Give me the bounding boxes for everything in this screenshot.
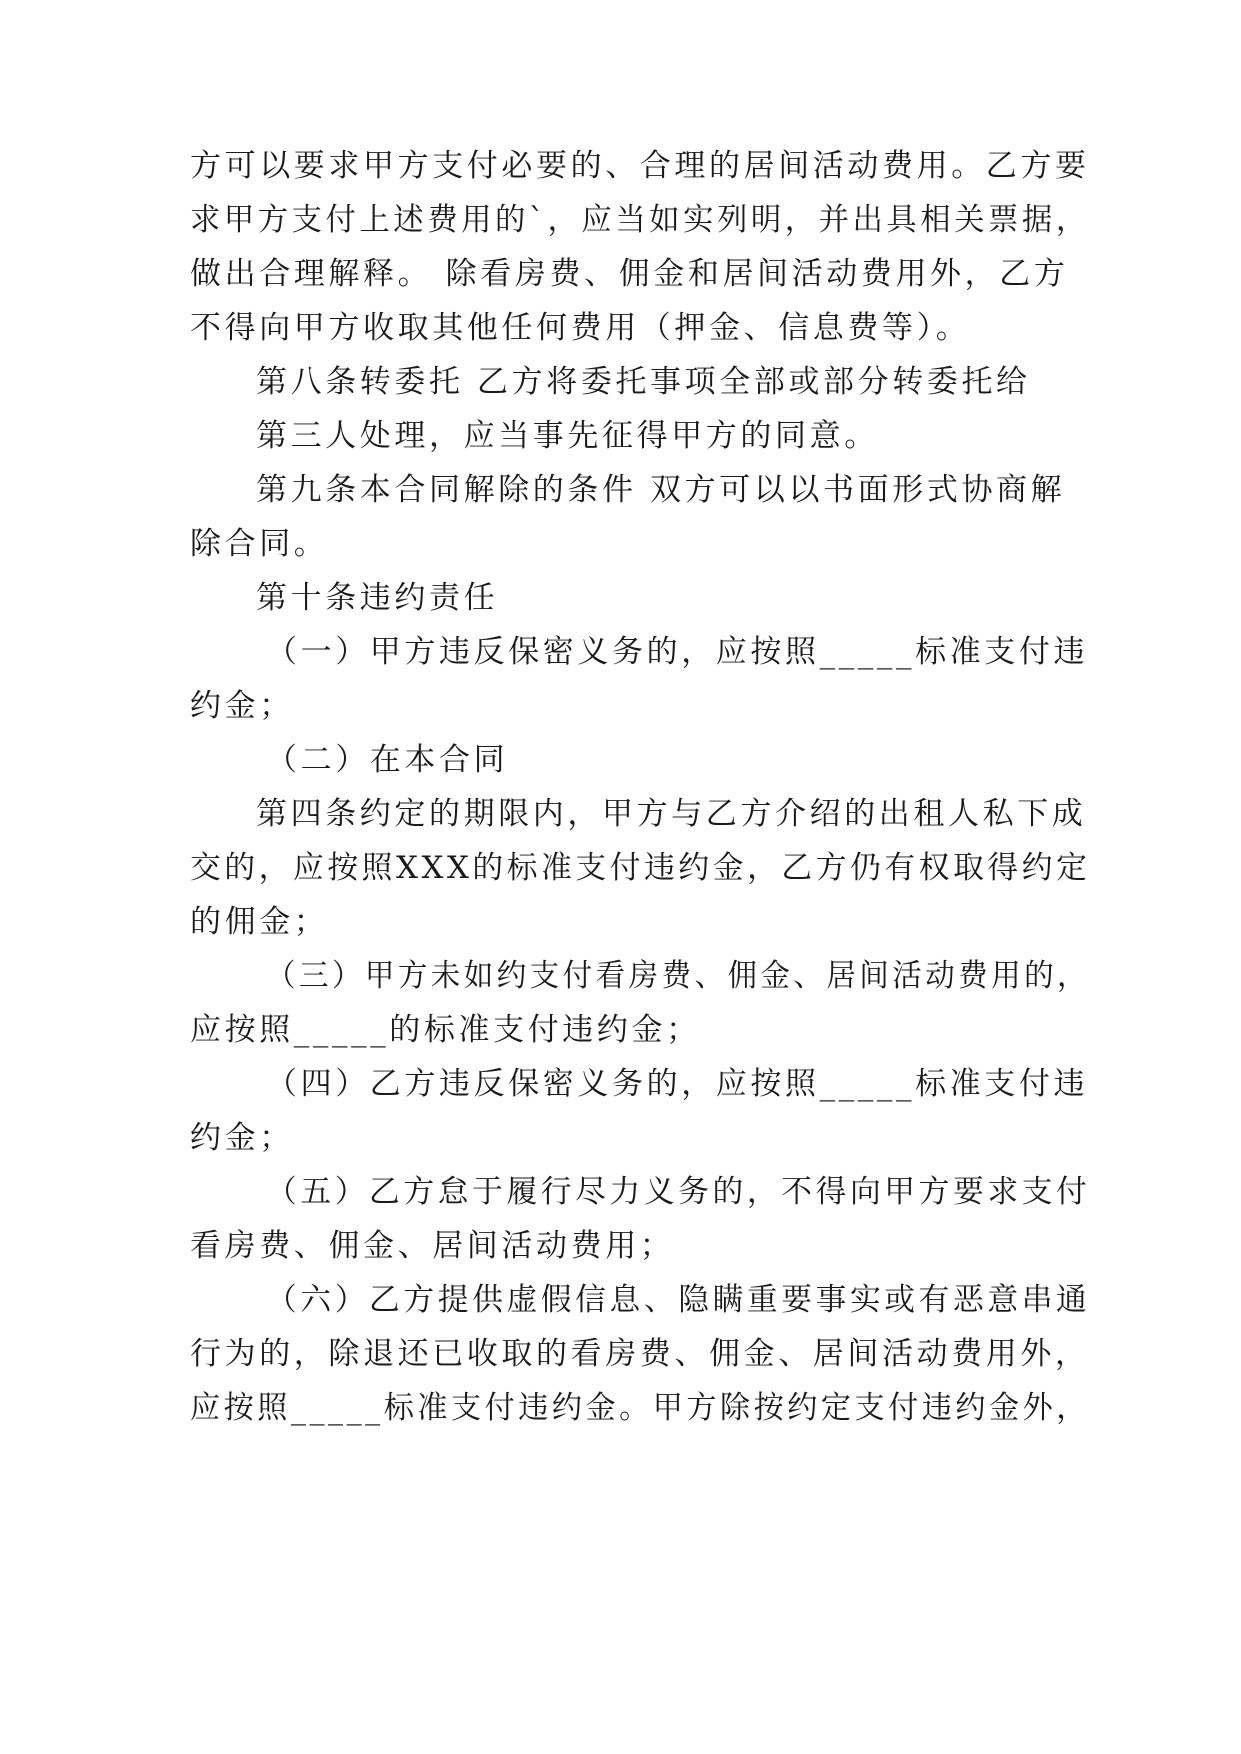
- text-line: 做出合理解释。 除看房费、佣金和居间活动费用外，乙方: [190, 256, 1069, 292]
- text-line: 应按照_____的标准支付违约金；: [190, 1012, 701, 1048]
- text-line: 看房费、佣金、居间活动费用；: [190, 1228, 675, 1264]
- text-line: 第四条约定的期限内，甲方与乙方介绍的出租人私下成: [256, 796, 1087, 832]
- text-line: 行为的，除退还已收取的看房费、佣金、居间活动费用外，: [190, 1336, 1090, 1372]
- text-line: 除合同。: [190, 526, 329, 562]
- text-line: 第三人处理，应当事先征得甲方的同意。: [256, 418, 879, 454]
- text-line: （六）乙方提供虚假信息、隐瞒重要事实或有恶意串通: [266, 1282, 1091, 1318]
- text-line: 约金；: [190, 688, 294, 724]
- text-line: 应按照_____标准支付违约金。甲方除按约定支付违约金外，: [190, 1390, 1090, 1426]
- text-line: 第八条转委托 乙方将委托事项全部或部分转委托给: [256, 364, 1031, 400]
- text-line: （四）乙方违反保密义务的，应按照_____标准支付违: [266, 1066, 1089, 1102]
- text-line: 第十条违约责任: [256, 580, 499, 616]
- text-line: 不得向甲方收取其他任何费用（押金、信息费等）。: [190, 310, 971, 346]
- text-line: 第九条本合同解除的条件 双方可以以书面形式协商解: [256, 472, 1066, 508]
- text-line: （一）甲方违反保密义务的，应按照_____标准支付违: [266, 634, 1089, 670]
- text-line: 方可以要求甲方支付必要的、合理的居间活动费用。乙方要: [190, 148, 1090, 184]
- text-line: （三）甲方未如约支付看房费、佣金、居间活动费用的，: [266, 958, 1090, 994]
- text-line: 求甲方支付上述费用的`，应当如实列明，并出具相关票据，: [190, 202, 1090, 238]
- text-line: （五）乙方怠于履行尽力义务的，不得向甲方要求支付: [266, 1174, 1091, 1210]
- text-line: （二）在本合同: [266, 742, 509, 778]
- text-line: 的佣金；: [190, 904, 329, 940]
- text-line: 交的，应按照XXX的标准支付违约金，乙方仍有权取得约定: [190, 850, 1091, 886]
- text-line: 约金；: [190, 1120, 294, 1156]
